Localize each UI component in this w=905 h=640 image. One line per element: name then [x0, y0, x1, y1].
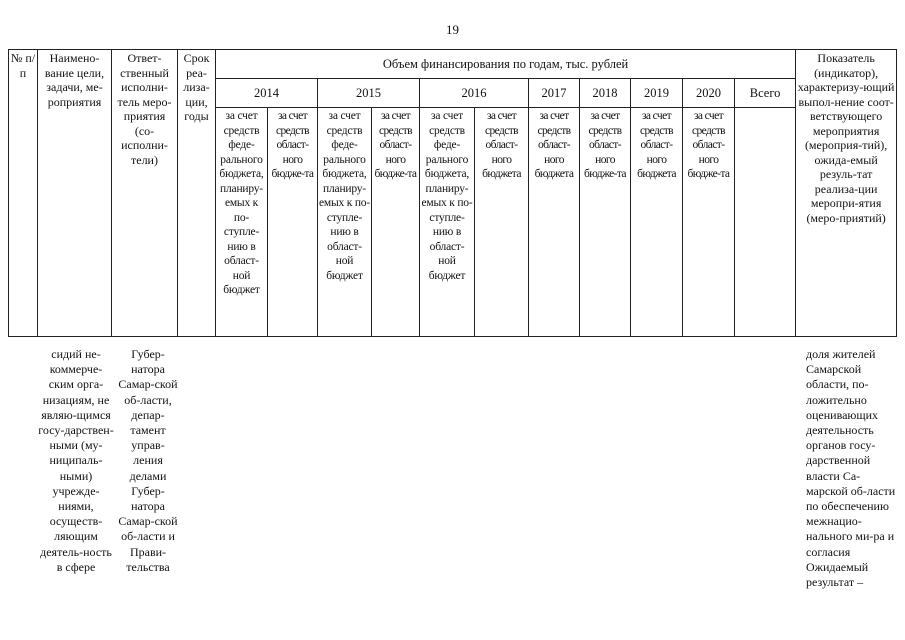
row-name-cell: сидий не-коммерче-ским орга-низациям, не являю-щимся госу-дарствен-ными (му-ниципаль-ными) учрежде-ниями, осуществ-ляющим деятель-ность в сфере — [38, 347, 114, 574]
sub-regional-2020: за счет средств област-ного бюдже-та — [683, 108, 735, 337]
sub-regional-2017: за счет средств област-ного бюджета — [529, 108, 580, 337]
sub-regional-2019: за счет средств област-ного бюджета — [631, 108, 683, 337]
sub-regional-2016: за счет средств област-ного бюджета — [475, 108, 529, 337]
year-2019: 2019 — [631, 79, 683, 108]
financing-table-header — [8, 49, 897, 337]
col-term-header: Срок реа-лиза-ции, годы — [178, 50, 216, 337]
col-name-header: Наимено-вание цели, задачи, ме-роприятия — [38, 50, 112, 337]
sub-federal-2016: за счет средств феде-рального бюджета, планиру-емых к по-ступле-нию в област-ной бюджет — [420, 108, 475, 337]
sub-federal-2014: за счет средств феде-рального бюджета, планиру-емых к по-ступле-нию в област-ной бюджет — [216, 108, 268, 337]
sub-federal-2015: за счет средств феде-рального бюджета, планиру-емых к по-ступле-нию в област-ной бюджет — [318, 108, 372, 337]
year-2018: 2018 — [580, 79, 631, 108]
sub-regional-2015: за счет средств област-ного бюдже-та — [372, 108, 420, 337]
total-header: Всего — [735, 79, 796, 108]
page-number: 19 — [446, 22, 459, 37]
col-num-header: № п/п — [9, 50, 38, 337]
row-responsible-cell: Губер-натора Самар-ской об-ласти, депар-тамент управ-ления делами Губер-натора Самар-ской об-ласти и Прави-тельства — [118, 347, 178, 574]
col-responsible-header: Ответ-ственный исполни-тель меро-приятия (со-исполни-тели) — [112, 50, 178, 337]
year-2014: 2014 — [216, 79, 318, 108]
col-indicator-header: Показатель (индикатор), характеризу-ющий выпол-нение соот-ветствующего мероприятия (мероприя-тий), ожида-емый резуль-тат реализа-ции меропри-ятия (меро-приятий) — [796, 50, 897, 337]
sub-regional-2018: за счет средств област-ного бюдже-та — [580, 108, 631, 337]
sub-regional-2014: за счет средств област-ного бюдже-та — [268, 108, 318, 337]
year-2020: 2020 — [683, 79, 735, 108]
funding-title: Объем финансирования по годам, тыс. рублей — [216, 50, 796, 79]
year-2016: 2016 — [420, 79, 529, 108]
row-indicator-cell: доля жителей Самарской области, по-ложительно оценивающих деятельность органов госу-дарственной власти Са-марской об-ласти по обеспечению межнацио-нального ми-ра и согласия Ожидаемый результат – — [806, 347, 896, 590]
total-subheader — [735, 108, 796, 337]
year-2015: 2015 — [318, 79, 420, 108]
year-2017: 2017 — [529, 79, 580, 108]
